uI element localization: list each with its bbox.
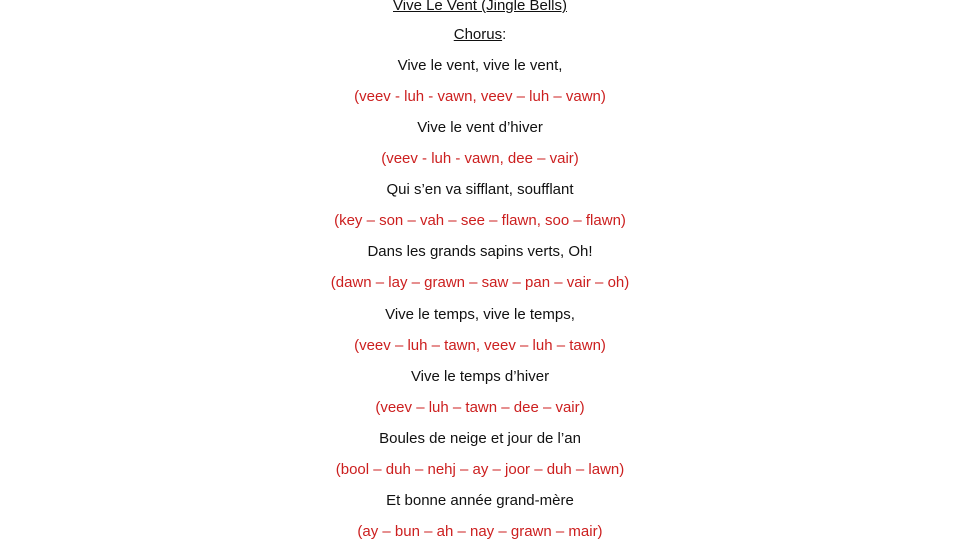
lyric-line: Qui s’en va sifflant, soufflant <box>386 181 574 198</box>
pronunciation-line: (veev – luh – tawn – dee – vair) <box>375 399 585 416</box>
song-title: Vive Le Vent (Jingle Bells) <box>393 0 567 14</box>
lyric-line: Vive le vent d’hiver <box>417 119 543 136</box>
pronunciation-line: (bool – duh – nehj – ay – joor – duh – lawn) <box>335 461 625 478</box>
lyric-line: Boules de neige et jour de l’an <box>379 430 581 447</box>
chorus-heading <box>0 26 960 44</box>
lyric-line: Vive le vent, vive le vent, <box>397 57 563 74</box>
lyric-line: Vive le temps d’hiver <box>410 368 550 385</box>
chorus-label: Chorus <box>453 26 503 43</box>
pronunciation-line: (veev – luh – tawn, veev – luh – tawn) <box>354 337 606 354</box>
chorus-colon: : <box>502 26 507 43</box>
pronunciation-line: (ay – bun – ah – nay – grawn – mair) <box>357 523 603 540</box>
pronunciation-line: (dawn – lay – grawn – saw – pan – vair – oh) <box>330 274 630 291</box>
lyric-line: Et bonne année grand-mère <box>386 492 574 509</box>
lyric-line: Dans les grands sapins verts, Oh! <box>367 243 593 260</box>
pronunciation-line: (key – son – vah – see – flawn, soo – flawn) <box>334 212 626 229</box>
lyric-line: Vive le temps, vive le temps, <box>385 306 575 323</box>
pronunciation-line: (veev - luh - vawn, dee – vair) <box>381 150 579 167</box>
pronunciation-line: (veev - luh - vawn, veev – luh – vawn) <box>354 88 606 105</box>
